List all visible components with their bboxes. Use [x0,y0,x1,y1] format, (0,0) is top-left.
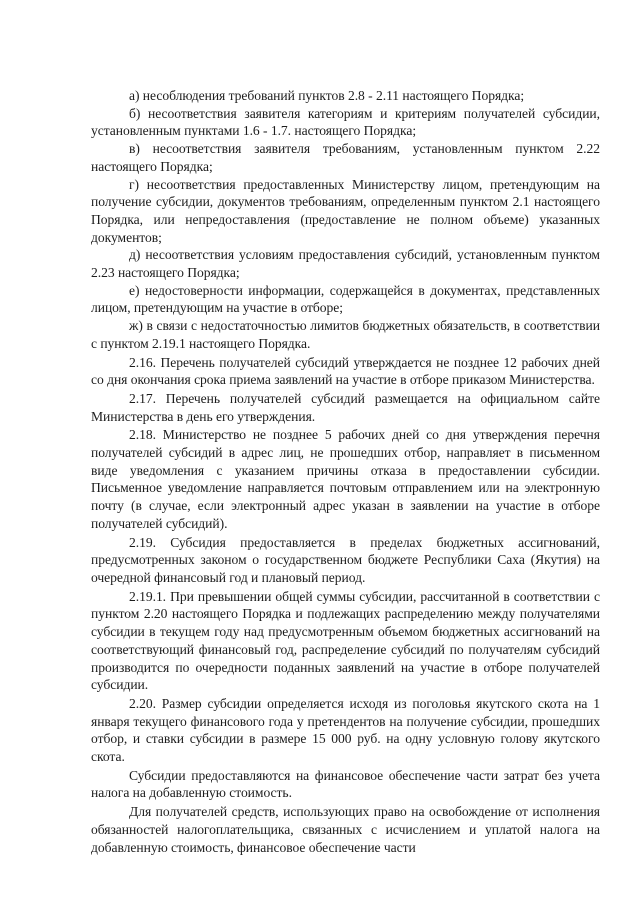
document-page [91,87,600,856]
paragraph-item-v: в) несоответствия заявителя требованиям, установленным пунктом 2.22 настоящего Порядка; [91,141,600,174]
paragraph-2-19: 2.19. Субсидия предоставляется в пределах бюджетных ассигнований, предусмотренных законом о государственном бюджете Республики Саха (Якутия) на очередной финансовый год и плановый период. [91,534,600,585]
paragraph-item-e: е) недостоверности информации, содержащейся в документах, представленных лицом, претендующим на участие в отборе; [91,282,600,316]
paragraph-item-d: д) несоответствия условиям предоставления субсидий, установленным пунктом 2.23 настоящего Порядка; [91,247,600,281]
paragraph-item-g: г) несоответствия предоставленных Министерству лицом, претендующим на получение субсидии, документов требованиям, определенным пунктом 2.1 настоящего Порядка, или непредоставления (предоставление не полном объеме) указанных документов; [91,176,600,245]
paragraph-vat-excluded: Субсидии предоставляются на финансовое обеспечение части затрат без учета налога на добавленную стоимость. [91,767,600,801]
paragraph-item-zh: ж) в связи с недостаточностью лимитов бюджетных обязательств, в соответствии с пунктом 2.19.1 настоящего Порядка. [91,318,600,351]
paragraph-item-a: а) несоблюдения требований пунктов 2.8 - 2.11 настоящего Порядка; [129,88,525,103]
paragraph-2-16: 2.16. Перечень получателей субсидий утверждается не позднее 12 рабочих дней со дня окончания срока приема заявлений на участие в отборе приказом Министерства. [91,354,600,388]
paragraph-item-b: б) несоответствия заявителя категориям и критериям получателей субсидии, установленным пунктами 1.6 - 1.7. настоящего Порядка; [91,105,600,139]
paragraph-2-20: 2.20. Размер субсидии определяется исходя из поголовья якутского скота на 1 января текущего финансового года у претендентов на получение субсидии, прошедших отбор, и ставки субсидии в размере 15 000 руб. на одну условную голову якутского скота. [91,695,600,765]
paragraph-vat-exempt: Для получателей средств, использующих право на освобождение от исполнения обязанностей налогоплательщика, связанных с исчислением и уплатой налога на добавленную стоимость, финансовое обеспечение части [91,804,600,855]
paragraph-2-19-1: 2.19.1. При превышении общей суммы субсидии, рассчитанной в соответствии с пунктом 2.20 настоящего Порядка и подлежащих распределению между получателями субсидии в текущем году над предусмотренным объемом бюджетных ассигнований на соответствующий финансовый год, распределение субсидий по получателям субсидий производится по очередности поданных заявлений на участие в отборе получателей субсидии. [91,588,600,693]
paragraph-2-18: 2.18. Министерство не позднее 5 рабочих дней со дня утверждения перечня получателей субсидий в адрес лиц, не прошедших отбор, направляет в письменном виде уведомления с указанием причины отказа в предоставлении субсидии. Письменное уведомление направляется почтовым отправлением или на электронную почту (в случае, если электронный адрес указан в заявлении на участие в отборе получателей субсидий). [91,427,600,531]
paragraph-2-17: 2.17. Перечень получателей субсидий размещается на официальном сайте Министерства в день его утверждения. [91,390,600,424]
